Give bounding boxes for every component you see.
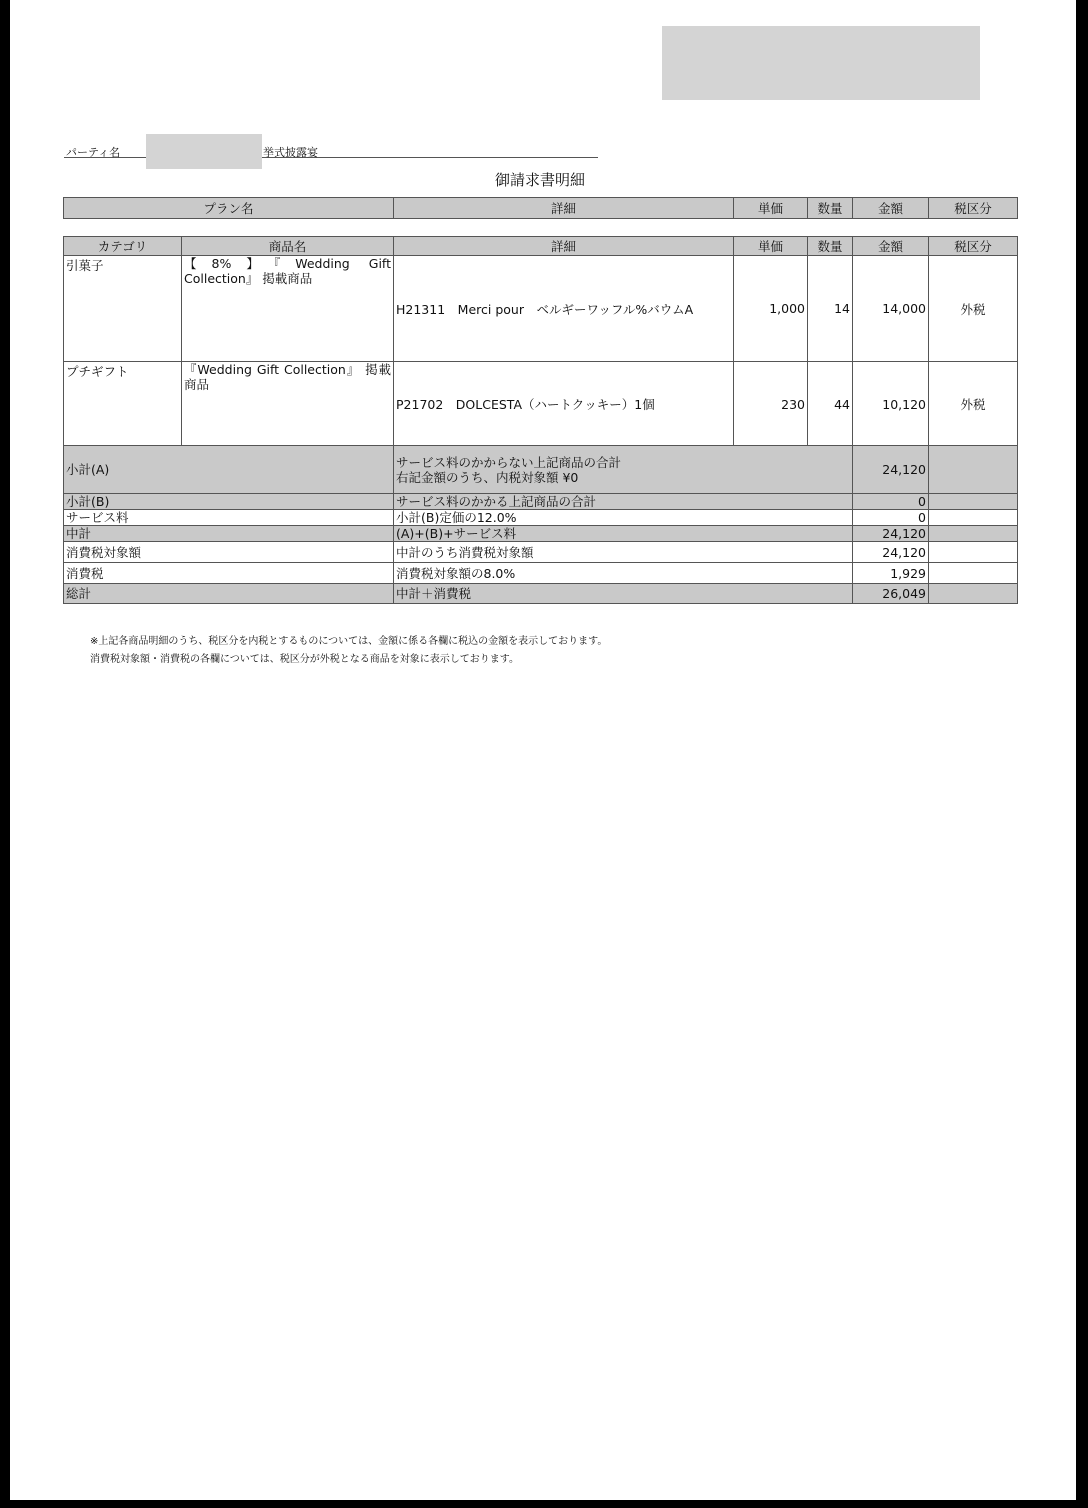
taxable-desc: 中計のうち消費税対象額 [394,542,853,563]
middle-desc: (A)+(B)+サービス料 [394,526,853,542]
redacted-party-name [146,134,262,169]
items-header-unit-price: 単価 [734,237,808,256]
total-desc: 中計＋消費税 [394,584,853,604]
subtotal-a-blank [929,446,1018,494]
party-underline [64,143,598,158]
summary-row-taxable [64,542,1018,563]
summary-row-middle [64,526,1018,542]
total-amount: 26,049 [853,584,929,604]
item-qty: 14 [808,256,853,362]
subtotal-b-label: 小計(B) [64,494,394,510]
summary-row-total [64,584,1018,604]
plan-header-detail: 詳細 [394,198,734,219]
service-label: サービス料 [64,510,394,526]
summary-row-subtotal-a [64,446,1018,494]
subtotal-b-blank [929,494,1018,510]
redacted-block [662,26,980,100]
plan-header-unit-price: 単価 [734,198,808,219]
subtotal-b-desc: サービス料のかかる上記商品の合計 [394,494,853,510]
total-label: 総計 [64,584,394,604]
middle-blank [929,526,1018,542]
party-name-label: パーティ名 [66,146,121,159]
item-category: プチギフト [64,362,182,447]
item-product: 『Wedding Gift Collection』 掲載商品 [182,362,394,447]
item-unit-price: 230 [734,362,808,447]
document-title: 御請求書明細 [494,171,585,189]
tax-desc: 消費税対象額の8.0% [394,563,853,584]
invoice-page [10,0,1076,1500]
item-detail: H21311 Merci pour ベルギーワッフル%バウムA [394,256,734,362]
middle-label: 中計 [64,526,394,542]
table-row [64,256,1018,362]
tax-blank [929,563,1018,584]
subtotal-b-amount: 0 [853,494,929,510]
item-unit-price: 1,000 [734,256,808,362]
items-header-qty: 数量 [808,237,853,256]
subtotal-a-amount: 24,120 [853,446,929,494]
plan-table [63,197,1018,219]
item-amount: 14,000 [853,256,929,362]
plan-header-amount: 金額 [853,198,929,219]
subtotal-a-desc [394,446,853,494]
items-header-amount: 金額 [853,237,929,256]
subtotal-a-desc-line2: 右記金額のうち、内税対象額 ¥0 [396,469,579,485]
footnote-2: 消費税対象額・消費税の各欄については、税区分が外税となる商品を対象に表示しております。 [90,654,519,665]
tax-amount: 1,929 [853,563,929,584]
items-header-category: カテゴリ [64,237,182,256]
summary-row-subtotal-b [64,494,1018,510]
summary-row-service [64,510,1018,526]
items-header-product: 商品名 [182,237,394,256]
taxable-blank [929,542,1018,563]
summary-row-tax [64,563,1018,584]
party-type: 挙式披露宴 [263,146,318,159]
total-blank [929,584,1018,604]
item-tax: 外税 [929,362,1018,447]
summary-table [63,445,1018,604]
middle-amount: 24,120 [853,526,929,542]
plan-header-name: プラン名 [64,198,394,219]
item-qty: 44 [808,362,853,447]
item-detail: P21702 DOLCESTA（ハートクッキー）1個 [394,362,734,447]
taxable-amount: 24,120 [853,542,929,563]
item-tax: 外税 [929,256,1018,362]
tax-label: 消費税 [64,563,394,584]
items-table [63,236,1018,447]
service-blank [929,510,1018,526]
subtotal-a-label: 小計(A) [64,446,394,494]
items-header-tax: 税区分 [929,237,1018,256]
service-desc: 小計(B)定価の12.0% [394,510,853,526]
service-amount: 0 [853,510,929,526]
subtotal-a-desc-line1: サービス料のかからない上記商品の合計 [396,454,622,470]
plan-header-qty: 数量 [808,198,853,219]
item-amount: 10,120 [853,362,929,447]
table-row [64,362,1018,447]
footnote-1: ※上記各商品明細のうち、税区分を内税とするものについては、金額に係る各欄に税込の金額を表示しております。 [90,636,608,647]
item-category: 引菓子 [64,256,182,362]
items-header-detail: 詳細 [394,237,734,256]
taxable-label: 消費税対象額 [64,542,394,563]
footnotes [90,633,607,669]
item-product: 【8%】『Wedding Gift Collection』 掲載商品 [182,256,394,362]
plan-header-tax: 税区分 [929,198,1018,219]
